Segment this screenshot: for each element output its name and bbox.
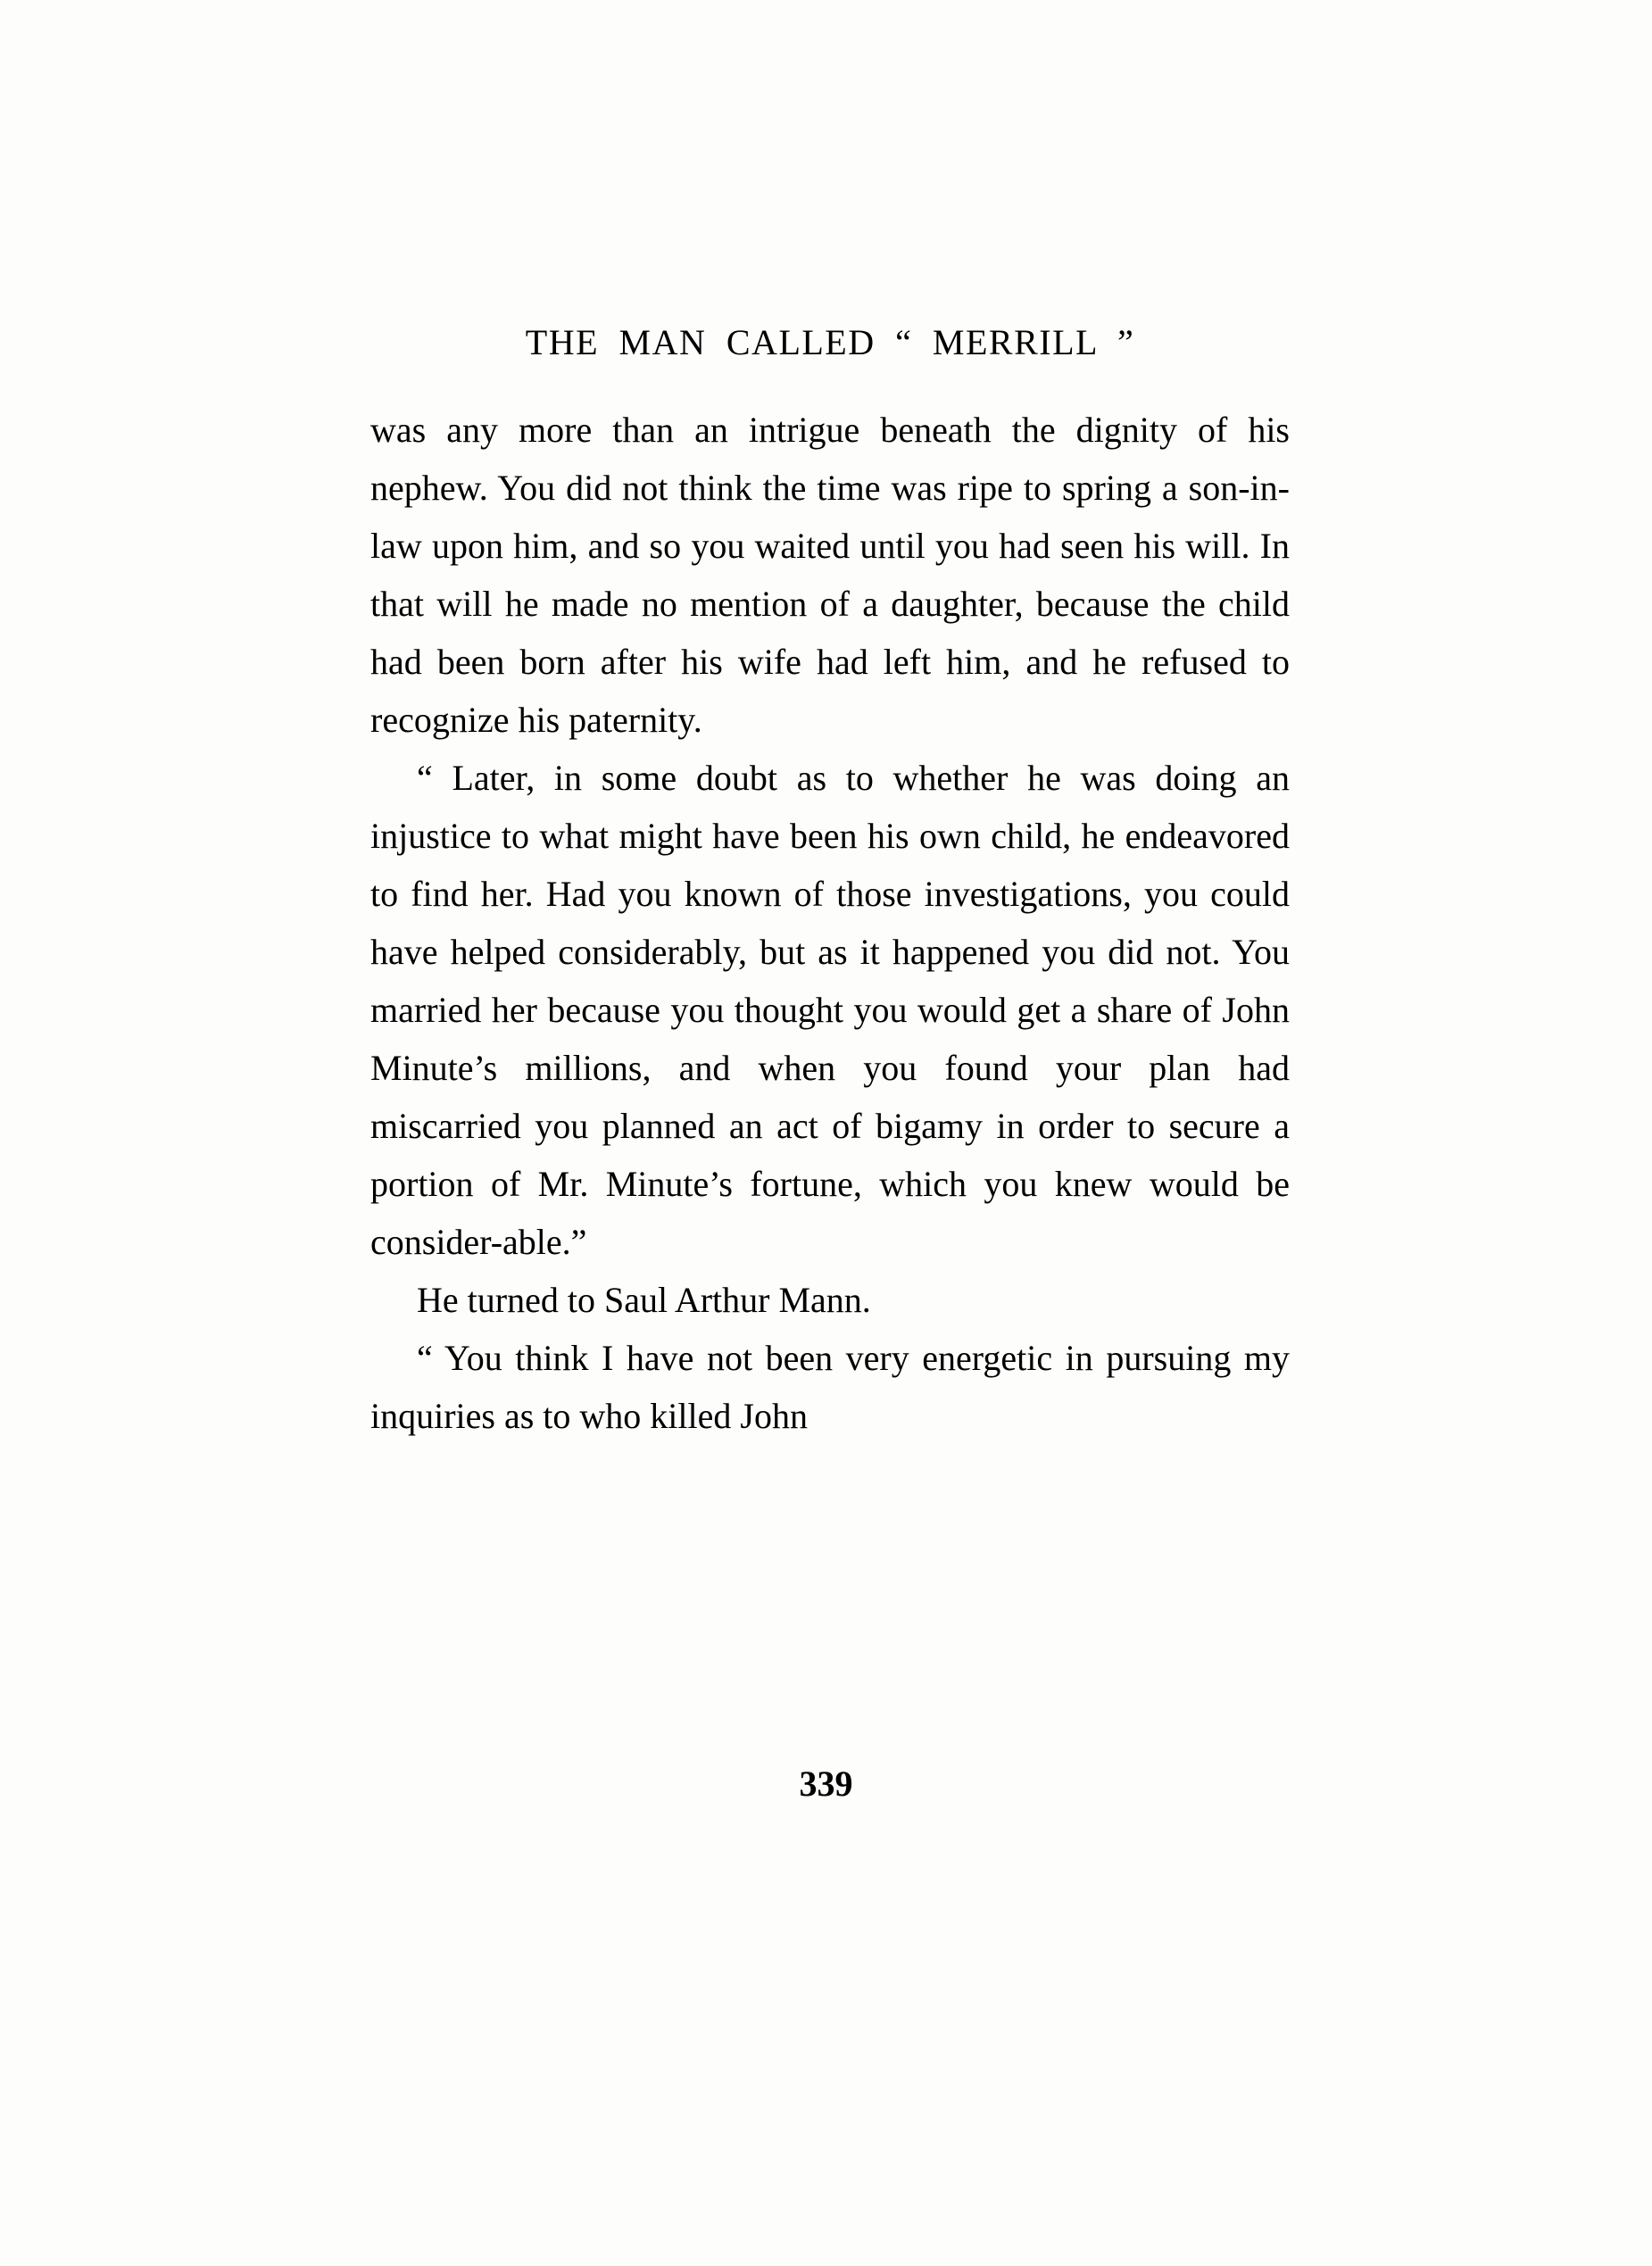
page-text-block [370,321,1290,1445]
paragraph-3: He turned to Saul Arthur Mann. [417,1280,871,1320]
paragraph-2: “ Later, in some doubt as to whether he was doing an injustice to what might have been his own child, he endeavored to find her. Had you known of those investigations, you could have helped considerably, but as it happened you did not. You married her because you thought you would get a share of John Minute’s millions, and when you found your plan had miscarried you planned an act of bigamy in order to secure a portion of Mr. Minute’s fortune, which you knew would be consider-able.” [370,758,1290,1262]
page-number: 339 [799,1764,853,1804]
running-head [370,321,1290,363]
running-head-text: THE MAN CALLED “ MERRILL ” [525,322,1135,362]
paragraph-1: was any more than an intrigue beneath the dignity of his nephew. You did not think the time was ripe to spring a son-in-law upon him, and so you waited until you had seen his will. In that will he made no mention of a daughter, because the child had been born after his wife had left him, and he refused to recognize his paternity. [370,410,1290,740]
paragraph-4: “ You think I have not been very energetic in pursuing my inquiries as to who killed John [370,1338,1290,1436]
